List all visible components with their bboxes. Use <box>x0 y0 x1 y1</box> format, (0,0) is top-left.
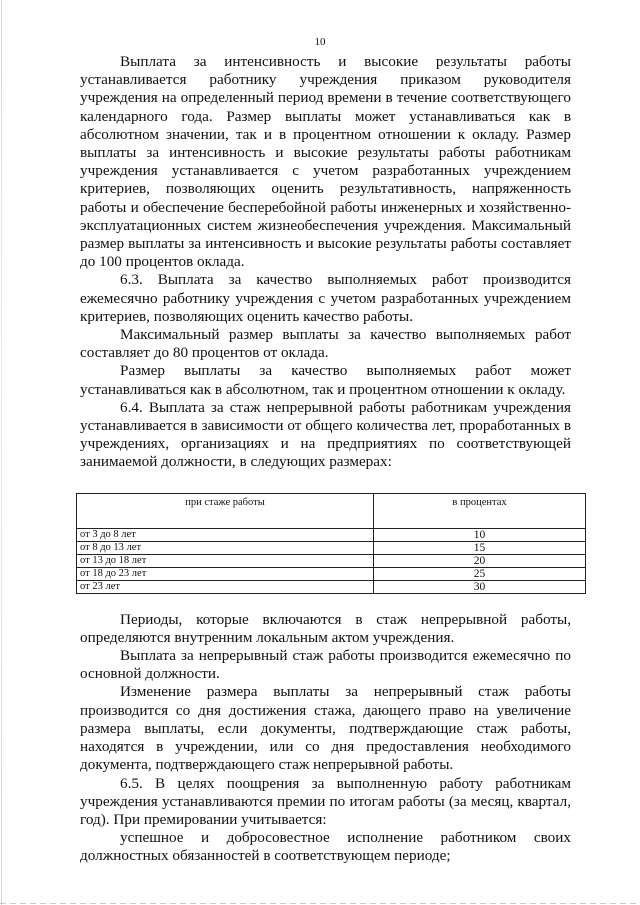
seniority-range: от 8 до 13 лет <box>77 541 374 554</box>
paragraph-quality-max: Максимальный размер выплаты за качество выполняемых работ составляет до 80 процентов от оклада. <box>80 326 571 362</box>
seniority-range: от 18 до 23 лет <box>77 567 374 580</box>
paragraph-6-5: 6.5. В целях поощрения за выполненную работу работникам учреждения устанавливаются премии по итогам работы (за месяц, квартал, год). При премировании учитывается: <box>80 774 571 828</box>
paragraph-quality-size: Размер выплаты за качество выполняемых работ может устанавливаться как в абсолютном, так и процентном отношении к окладу. <box>80 362 571 398</box>
scan-edge-left <box>1 0 2 905</box>
seniority-range: от 3 до 8 лет <box>77 528 374 541</box>
seniority-percent: 10 <box>374 528 586 541</box>
seniority-percent: 30 <box>374 580 586 593</box>
header-percent: в процентах <box>374 493 586 528</box>
seniority-percent: 25 <box>374 567 586 580</box>
seniority-percent: 20 <box>374 554 586 567</box>
table-row <box>77 554 586 567</box>
paragraph-6-4: 6.4. Выплата за стаж непрерывной работы работникам учреждения устанавливается в зависимости от общего количества лет, проработанных в учреждениях, организациях и на предприятиях по соответствующей занимаемой должности, в следующих размерах: <box>80 398 571 471</box>
table-row <box>77 528 586 541</box>
document-body <box>80 53 571 866</box>
paragraph-criteria-first: успешное и добросовестное исполнение работником своих должностных обязанностей в соответствующем периоде; <box>80 829 571 865</box>
paragraph-size-change: Изменение размера выплаты за непрерывный стаж работы производится со дня достижения стажа, дающего право на увеличение размера выплаты, если документы, подтверждающие стаж работы, находятся в учреждении, или со дня предоставления необходимого документа, подтверждающего стаж непрерывной работы. <box>80 683 571 774</box>
table-row <box>77 541 586 554</box>
header-seniority: при стаже работы <box>77 493 374 528</box>
table-row <box>77 580 586 593</box>
scan-edge-bottom <box>0 903 640 904</box>
seniority-range: от 13 до 18 лет <box>77 554 374 567</box>
seniority-range: от 23 лет <box>77 580 374 593</box>
paragraph-monthly-payment: Выплата за непрерывный стаж работы производится ежемесячно по основной должности. <box>80 647 571 683</box>
paragraph-periods: Периоды, которые включаются в стаж непрерывной работы, определяются внутренним локальным актом учреждения. <box>80 610 571 646</box>
page-number: 10 <box>314 36 326 48</box>
table-row <box>77 567 586 580</box>
paragraph-6-3: 6.3. Выплата за качество выполняемых работ производится ежемесячно работнику учреждения с учетом разработанных учреждением критериев, позволяющих оценить качество работы. <box>80 271 571 325</box>
paragraph-intensity-bonus: Выплата за интенсивность и высокие результаты работы устанавливается работнику учреждения приказом руководителя учреждения на определенный период времени в течение соответствующего календарного года. Размер выплаты может устанавливаться как в абсолютном значении, так и в процентном отношении к окладу. Размер выплаты за интенсивность и высокие результаты работы работникам учреждения устанавливается с учетом разработанных учреждением критериев, позволяющих оценить результативность, напряженность работы и обеспечение бесперебойной работы инженерных и хозяйственно-эксплуатационных систем жизнеобеспечения учреждения. Максимальный размер выплаты за интенсивность и высокие результаты работы составляет до 100 процентов оклада. <box>80 53 571 271</box>
seniority-percent: 15 <box>374 541 586 554</box>
seniority-table-wrapper <box>76 493 571 594</box>
seniority-table <box>76 493 586 594</box>
table-header-row <box>77 493 586 528</box>
